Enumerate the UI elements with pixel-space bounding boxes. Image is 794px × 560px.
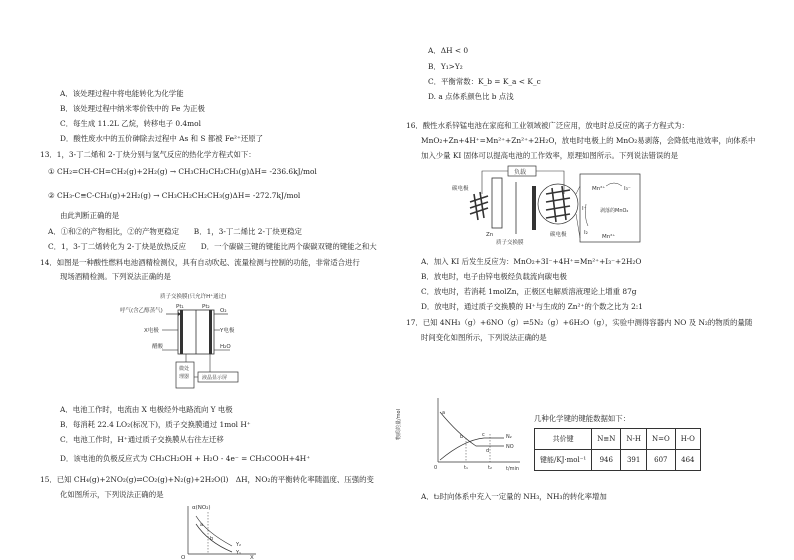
q17-moles-graph	[396, 394, 524, 474]
right-carbon-label: 碳电极	[550, 232, 567, 238]
zn-label: Zn	[486, 232, 494, 238]
magnify-circle	[538, 184, 578, 224]
load-label: 负载	[514, 169, 527, 176]
q17-point-c: c	[482, 432, 485, 438]
q15-curve-y1	[196, 524, 232, 552]
left-carbon-label: 碳电极	[452, 186, 469, 192]
q17-n2-label: N₂	[506, 434, 512, 440]
bond-table-head-cell: H-O	[675, 429, 700, 450]
q17-stem-line-2: 时间变化如图所示，下列说法正确的是	[421, 333, 547, 342]
q16-option-d: D．放电时，通过质子交换膜的 H⁺与生成的 Zn²⁺的个数之比为 2:1	[421, 302, 643, 311]
q12-option-a: A．该处理过程中将电能转化为化学能	[60, 89, 184, 98]
q16-stem-line-1: 16．酸性水系锌锰电池在家庭和工业领域被广泛应用，放电时总反应的离子方程式为：	[406, 121, 689, 130]
pt2-label: Pt₂	[202, 304, 210, 310]
y-electrode-plate	[209, 310, 212, 354]
q15-y1-label: Y₁	[236, 550, 242, 556]
q16-stem-line-2: MnO₂+Zn+4H⁺=Mn²⁺+Zn²⁺+2H₂O，放电时电极上的 MnO₂易剥落，会降低电池效率，向体系中	[421, 136, 756, 145]
membrane-label: 质子交换膜(只允许H⁺通过)	[160, 294, 227, 300]
right-carbon-mesh	[546, 186, 570, 222]
q13-equation-1: ① CH₂=CH-CH=CH₂(g)+2H₂(g) → CH₃CH₂CH₂CH₃(g)ΔH= -236.6kJ/mol	[48, 167, 317, 176]
q14-option-d: D．该电池的负极反应式为 CH₃CH₂OH + H₂O - 4e⁻ = CH₃COOH+4H⁺	[60, 454, 311, 463]
q14-option-b: B．每消耗 22.4 LO₂(标况下)，质子交换膜通过 1mol H⁺	[60, 420, 251, 429]
q14-stem-line-2: 现场酒精检测。下列说法正确的是	[60, 272, 171, 281]
q15-option-d: D. a 点体系颜色比 b 点浅	[428, 92, 514, 101]
q13-equation-2: ② CH₃-C≡C-CH₃(g)+2H₂(g) → CH₃CH₂CH₂CH₃(g)ΔH= -272.7kJ/mol	[48, 191, 301, 200]
q17-n2-curve	[440, 438, 504, 460]
acetic-acid-label: 醋酸	[152, 344, 164, 350]
fuel-cell-diagram	[118, 290, 278, 390]
right-column	[396, 0, 794, 560]
q15-point-a: a	[200, 522, 204, 528]
bond-table-title: 几种化学键的键能数据如下：	[534, 414, 631, 423]
q16-option-c: C．放电时，若消耗 1molZn，正极区电解质溶液理论上增重 87g	[421, 287, 637, 296]
zn-mn-battery-diagram	[452, 164, 642, 248]
bond-table-head-cell: N-H	[621, 429, 647, 450]
mn2-bottom-label: Mn²⁺	[602, 234, 616, 240]
i-minus-label: I⁻	[582, 206, 587, 212]
bond-energy-table	[534, 428, 701, 471]
q14-stem-line-1: 14．如图是一种酸性燃料电池酒精检测仪，具有自动吹起、流量检测与控制的功能，非常适合进行	[40, 258, 360, 267]
bond-table-head-cell: N=O	[646, 429, 675, 450]
q15-option-b: B．Y₁>Y₂	[428, 62, 463, 71]
q15-y-axis-label: α(NO₂)	[192, 505, 211, 511]
q12-option-b: B．该处理过程中纳米零价铁中的 Fe 为正极	[60, 104, 205, 113]
q17-t2-label: t₂	[488, 465, 492, 471]
q15-y2-label: Y₂	[236, 542, 242, 548]
q17-point-b: b	[460, 434, 464, 440]
q15-option-a: A．ΔH < 0	[428, 46, 469, 55]
bond-table-cell: 946	[592, 450, 621, 471]
lcd-label: 液晶显示屏	[202, 375, 228, 381]
q12-option-d: D．酸性废水中的五价砷除去过程中 As 和 S 都被 Fe²⁺还原了	[60, 134, 264, 143]
left-carbon-mesh	[470, 192, 488, 220]
q17-no-label: NO	[506, 444, 514, 450]
q14-option-c: C．电池工作时，H⁺通过质子交换膜从右往左迁移	[60, 435, 224, 444]
q15-origin: O	[181, 555, 186, 560]
bond-table-head-cell: N≡N	[592, 429, 621, 450]
mn-ion-label: Mn²⁺	[592, 186, 606, 192]
q16-option-b: B．放电时，电子由锌电极经负载流向碳电极	[421, 272, 567, 281]
q17-origin: 0	[434, 465, 438, 471]
q17-point-d: d	[486, 448, 490, 454]
q14-option-a: A．电池工作时，电流由 X 电极经外电路流向 Y 电极	[60, 405, 233, 414]
q15-option-c: C．平衡常数：K_b = K_a < K_c	[428, 77, 541, 86]
q17-option-a: A．t₂时向体系中充入一定量的 NH₃，NH₃的转化率增加	[421, 492, 607, 501]
wire-to-load-right	[536, 171, 564, 194]
x-electrode-plate	[180, 310, 183, 354]
bond-table-cell: 键能/KJ·mol⁻¹	[535, 450, 592, 471]
water-label: H₂O	[220, 344, 231, 350]
q17-t1-label: t₁	[464, 465, 468, 471]
q15-point-b: b	[210, 536, 214, 542]
processor-label-2: 理器	[179, 374, 190, 380]
bond-table-cell: 391	[621, 450, 647, 471]
zinc-electrode	[492, 178, 502, 228]
i3-label: I₃⁻	[624, 186, 631, 192]
bond-table-value-row	[535, 450, 701, 471]
q17-point-a: a	[442, 410, 446, 416]
membrane-label: 质子交换膜	[496, 240, 524, 246]
q15-stem-line-1: 15．已知 CH₄(g)+2NO₂(g)⇌CO₂(g)+N₂(g)+2H₂O(l) ΔH，NO₂的平衡转化率随温度、压强的变	[40, 475, 374, 484]
bond-table-cell: 607	[646, 450, 675, 471]
bond-table-cell: 464	[675, 450, 700, 471]
right-carbon-rod	[532, 186, 536, 230]
q13-ask: 由此判断正确的是	[60, 211, 120, 220]
q16-option-a: A．加入 KI 后发生反应为：MnO₂+3I⁻+4H⁺=Mn²⁺+I₃⁻+2H₂O	[421, 257, 642, 266]
q16-stem-line-3: 加入少量 KI 固体可以提高电池的工作效率，原理如图所示。下列说法错误的是	[421, 151, 679, 160]
q13-stem: 13．1，3-丁二烯和 2-丁炔分别与氢气反应的热化学方程式如下：	[40, 150, 256, 159]
zoom-line-1	[576, 186, 580, 194]
q17-x-axis-label: t/min	[506, 466, 520, 472]
i2-label: I₂	[584, 230, 588, 236]
q15-stem-line-2: 化如图所示，下列说法正确的是	[60, 490, 164, 499]
pt1-label: Pt₁	[176, 304, 184, 310]
bond-table-head-cell: 共价键	[535, 429, 592, 450]
processor-label-1: 微处	[179, 366, 190, 372]
zoom-line-2	[576, 214, 580, 238]
q17-stem-line-1: 17．已知 4NH₃（g）+6NO（g）⇌5N₂（g）+6H₂O（g），实验中测得容器内 NO 及 N₂的物质的量随	[406, 318, 753, 327]
q12-option-c: C．每生成 11.2L 乙烷，转移电子 0.4mol	[60, 119, 201, 128]
q15-x-axis-label: X	[250, 555, 254, 560]
bond-table-header-row	[535, 429, 701, 450]
fallen-mno2-label: 剥落的MnO₂	[600, 208, 629, 214]
x-electrode-label: X电极	[144, 328, 159, 334]
q15-conversion-graph	[178, 502, 264, 560]
y-electrode-label: Y电极	[220, 328, 235, 334]
q13-options-cd: C．1，3-丁二烯转化为 2-丁炔是放热反应 D．一个碳碳三键的键能比两个碳碳双键的键能之和大	[48, 242, 377, 251]
breath-inlet-label: 呼气(含乙醇蒸气)	[120, 308, 163, 314]
q13-options-ab: A．①和②的产物相比，②的产物更稳定 B．1，3-丁二烯比 2-丁炔更稳定	[48, 227, 302, 236]
q17-y-axis-label: 物质的量/mol	[396, 408, 402, 440]
o2-label: O₂	[220, 308, 227, 314]
